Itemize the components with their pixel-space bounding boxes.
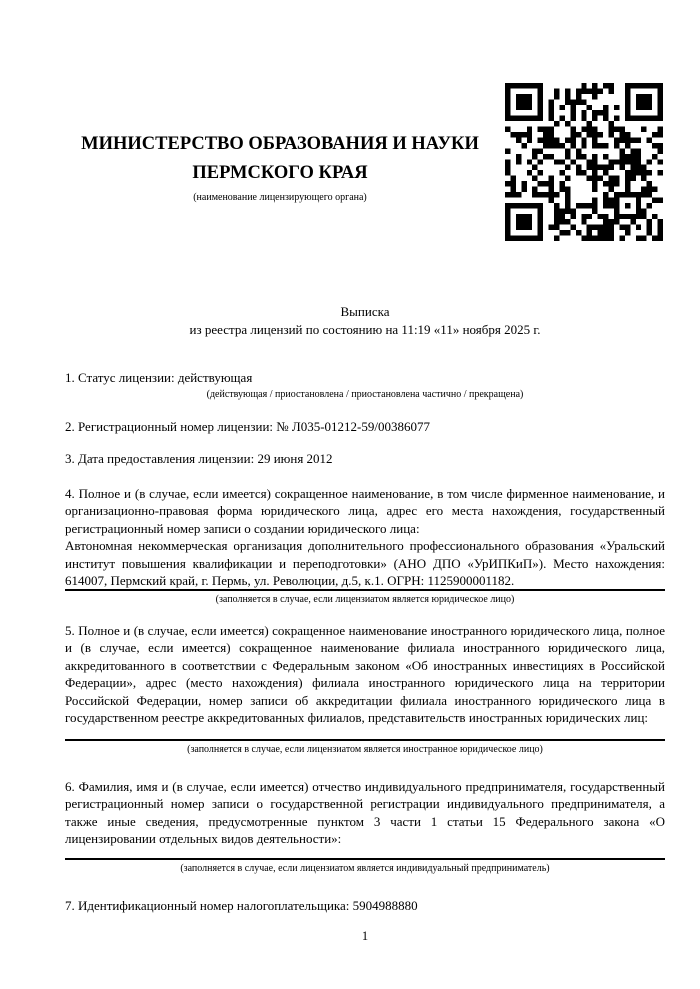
item-individual-entrepreneur-caption: (заполняется в случае, если лицензиатом является индивидуальный предприниматель) xyxy=(180,863,550,874)
item-individual-entrepreneur-label: 6. Фамилия, имя и (в случае, если имеется) отчество индивидуального предпринимателя, государственный регистрационный номер записи о государственной регистрации индивидуального предпринимателя, а также иные сведения, предусмотренные пунктом 3 части 1 статьи 15 Федерального закона «О лицензировании отдельных видов деятельности»: xyxy=(65,779,665,847)
item-legal-entity-caption: (заполняется в случае, если лицензиатом является юридическое лицо) xyxy=(215,594,515,605)
item-license-status: 1. Статус лицензии: действующая xyxy=(65,370,253,385)
qr-code-svg xyxy=(505,83,663,241)
page-number: 1 xyxy=(361,929,369,943)
item-registration-number: 2. Регистрационный номер лицензии: № Л035-01212-59/00386077 xyxy=(65,419,431,434)
licensing-authority-header xyxy=(65,130,495,204)
qr-code-image xyxy=(505,83,663,241)
item-foreign-entity-label: 5. Полное и (в случае, если имеется) сокращенное наименование иностранного юридического лица, полное и (в случае, если имеется) сокращенное наименование филиала иностранного юридического лица, аккредитованного в соответствии с Федеральным законом «Об иностранных инвестициях в Российской Федерации», адрес (место нахождения) филиала иностранного юридического лица на территории Российской Федерации, номер записи об аккредитации филиала иностранного юридического лица в государственном реестре аккредитованных филиалов, представительств иностранных юридических лиц: xyxy=(65,623,665,726)
item-foreign-entity xyxy=(65,622,665,726)
item-legal-entity xyxy=(65,485,665,589)
document-title-line1: Выписка xyxy=(340,304,390,319)
item-taxpayer-number: 7. Идентификационный номер налогоплательщика: 5904988880 xyxy=(65,898,418,913)
document-title xyxy=(65,303,665,338)
item-legal-entity-value: Автономная некоммерческая организация дополнительного профессионального образования «Уральский институт повышения квалификации и переподготовки» (АНО ДПО «УрИПКиП»). Место нахождения: 614007, Пермский край, г. Пермь, ул. Революции, д.5, к.1. ОГРН: 1125900001182. xyxy=(65,538,665,589)
fill-line-legal-entity xyxy=(65,589,665,591)
item-foreign-entity-caption: (заполняется в случае, если лицензиатом является иностранное юридическое лицо) xyxy=(187,744,543,755)
fill-line-individual-entrepreneur xyxy=(65,858,665,860)
authority-name-line1: МИНИСТЕРСТВО ОБРАЗОВАНИЯ И НАУКИ xyxy=(81,134,479,154)
item-license-status-caption: (действующая / приостановлена / приостановлена частично / прекращена) xyxy=(206,389,524,400)
item-license-date: 3. Дата предоставления лицензии: 29 июня 2012 xyxy=(65,451,333,466)
fill-line-foreign-entity xyxy=(65,739,665,741)
item-individual-entrepreneur xyxy=(65,778,665,848)
authority-caption: (наименование лицензирующего органа) xyxy=(193,192,367,203)
item-legal-entity-label: 4. Полное и (в случае, если имеется) сокращенное наименование, в том числе фирменное наименование, и организационно-правовая форма юридического лица, адрес его места нахождения, государственный регистрационный номер записи о создании юридического лица: xyxy=(65,486,665,536)
authority-name-line2: ПЕРМСКОГО КРАЯ xyxy=(192,163,368,183)
document-title-line2: из реестра лицензий по состоянию на 11:19 «11» ноября 2025 г. xyxy=(189,321,541,337)
